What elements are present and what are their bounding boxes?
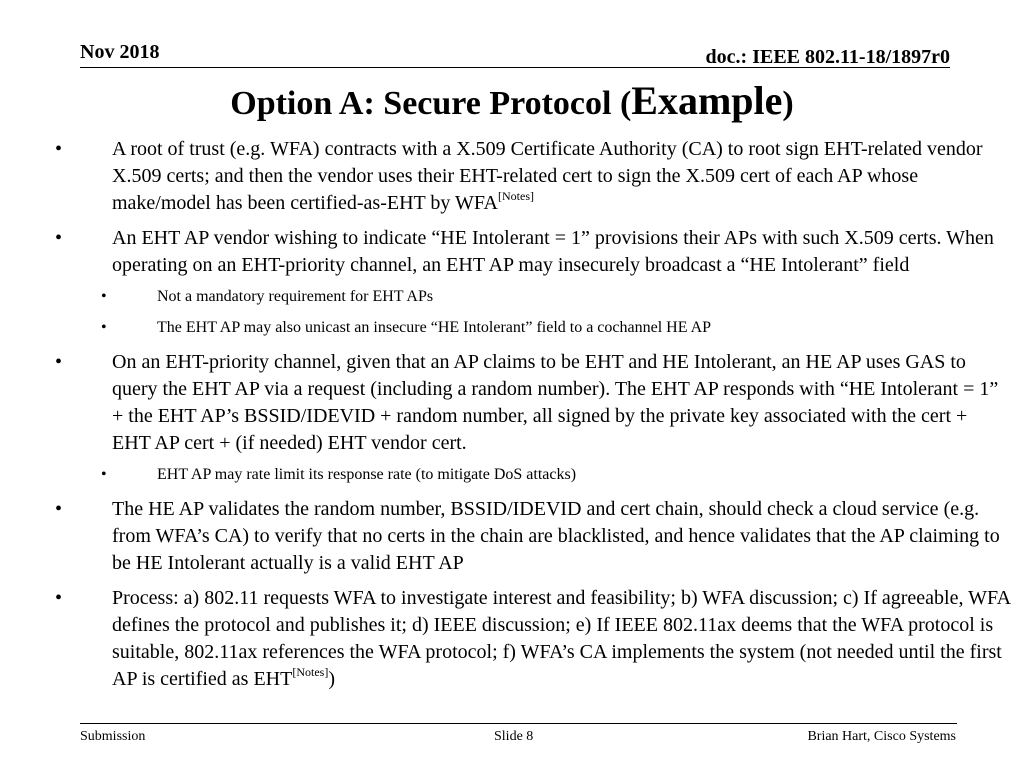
bullet-marker: • — [55, 351, 63, 373]
footer-author: Brian Hart, Cisco Systems — [807, 729, 956, 744]
footer-submission: Submission — [80, 729, 146, 744]
notes-reference: [Notes] — [498, 189, 534, 203]
sub-bullet-text: Not a mandatory requirement for EHT APs — [157, 288, 434, 305]
slide-body — [0, 136, 1024, 701]
sub-bullet-not-mandatory — [0, 287, 1024, 307]
bullet-text-close: ) — [328, 668, 335, 690]
bullet-text: On an EHT-priority channel, given that an AP claims to be EHT and HE Intolerant, an HE AP uses GAS to query the EHT AP via a request (including a random number). The EHT AP responds with “HE Intolerant = 1” + the EHT AP’s BSSID/IDEVID + random number, all signed by the private key associated with the cert + EHT AP cert + (if needed) EHT vendor cert. — [112, 351, 999, 454]
sub-bullet-rate-limit — [0, 465, 1024, 485]
title-main: Option A: Secure Protocol ( — [230, 85, 632, 122]
footer-slide-number: Slide 8 — [494, 729, 534, 744]
title-close: ) — [782, 85, 794, 122]
footer-divider — [80, 723, 957, 724]
sub-bullet-unicast — [0, 318, 1024, 338]
bullet-marker: • — [55, 227, 63, 249]
bullet-he-intolerant-provision — [0, 225, 1024, 279]
header-divider — [80, 67, 950, 68]
slide-title — [0, 78, 1024, 127]
bullet-text: A root of trust (e.g. WFA) contracts with a X.509 Certificate Authority (CA) to root sign EHT-related vendor X.509 certs; and then the vendor uses their EHT-related cert to sign the X.509 cert of each AP whose make/model has been certified-as-EHT by WFA — [112, 138, 983, 214]
sub-bullet-marker: • — [101, 319, 107, 336]
header-date: Nov 2018 — [80, 41, 160, 63]
bullet-process — [0, 585, 1024, 693]
sub-bullet-text: The EHT AP may also unicast an insecure “HE Intolerant” field to a cochannel HE AP — [157, 319, 712, 336]
header-doc-id: doc.: IEEE 802.11-18/1897r0 — [705, 46, 950, 68]
bullet-text: An EHT AP vendor wishing to indicate “HE Intolerant = 1” provisions their APs with such X.509 certs. When operating on an EHT-priority channel, an EHT AP may insecurely broadcast a “HE Intolerant” field — [112, 227, 994, 276]
sub-bullet-marker: • — [101, 466, 107, 483]
sub-bullet-marker: • — [101, 288, 107, 305]
bullet-gas-query — [0, 349, 1024, 457]
bullet-he-ap-validates — [0, 496, 1024, 577]
bullet-root-of-trust — [0, 136, 1024, 217]
bullet-marker: • — [55, 498, 63, 520]
notes-reference: [Notes] — [292, 665, 329, 679]
sub-bullet-text: EHT AP may rate limit its response rate (to mitigate DoS attacks) — [157, 466, 577, 483]
bullet-marker: • — [55, 587, 63, 609]
bullet-text: Process: a) 802.11 requests WFA to investigate interest and feasibility; b) WFA discussion; c) If agreeable, WFA defines the protocol and publishes it; d) IEEE discussion; e) If IEEE 802.11ax deems that the WFA protocol is suitable, 802.11ax references the WFA protocol; f) WFA’s CA implements the system (not needed until the first AP is certified as EHT — [112, 587, 1010, 690]
bullet-text: The HE AP validates the random number, BSSID/IDEVID and cert chain, should check a cloud service (e.g. from WFA’s CA) to verify that no certs in the chain are blacklisted, and hence validates that the AP claiming to be HE Intolerant actually is a valid EHT AP — [112, 498, 1000, 574]
title-emphasis: Example — [631, 78, 783, 123]
bullet-marker: • — [55, 138, 63, 160]
